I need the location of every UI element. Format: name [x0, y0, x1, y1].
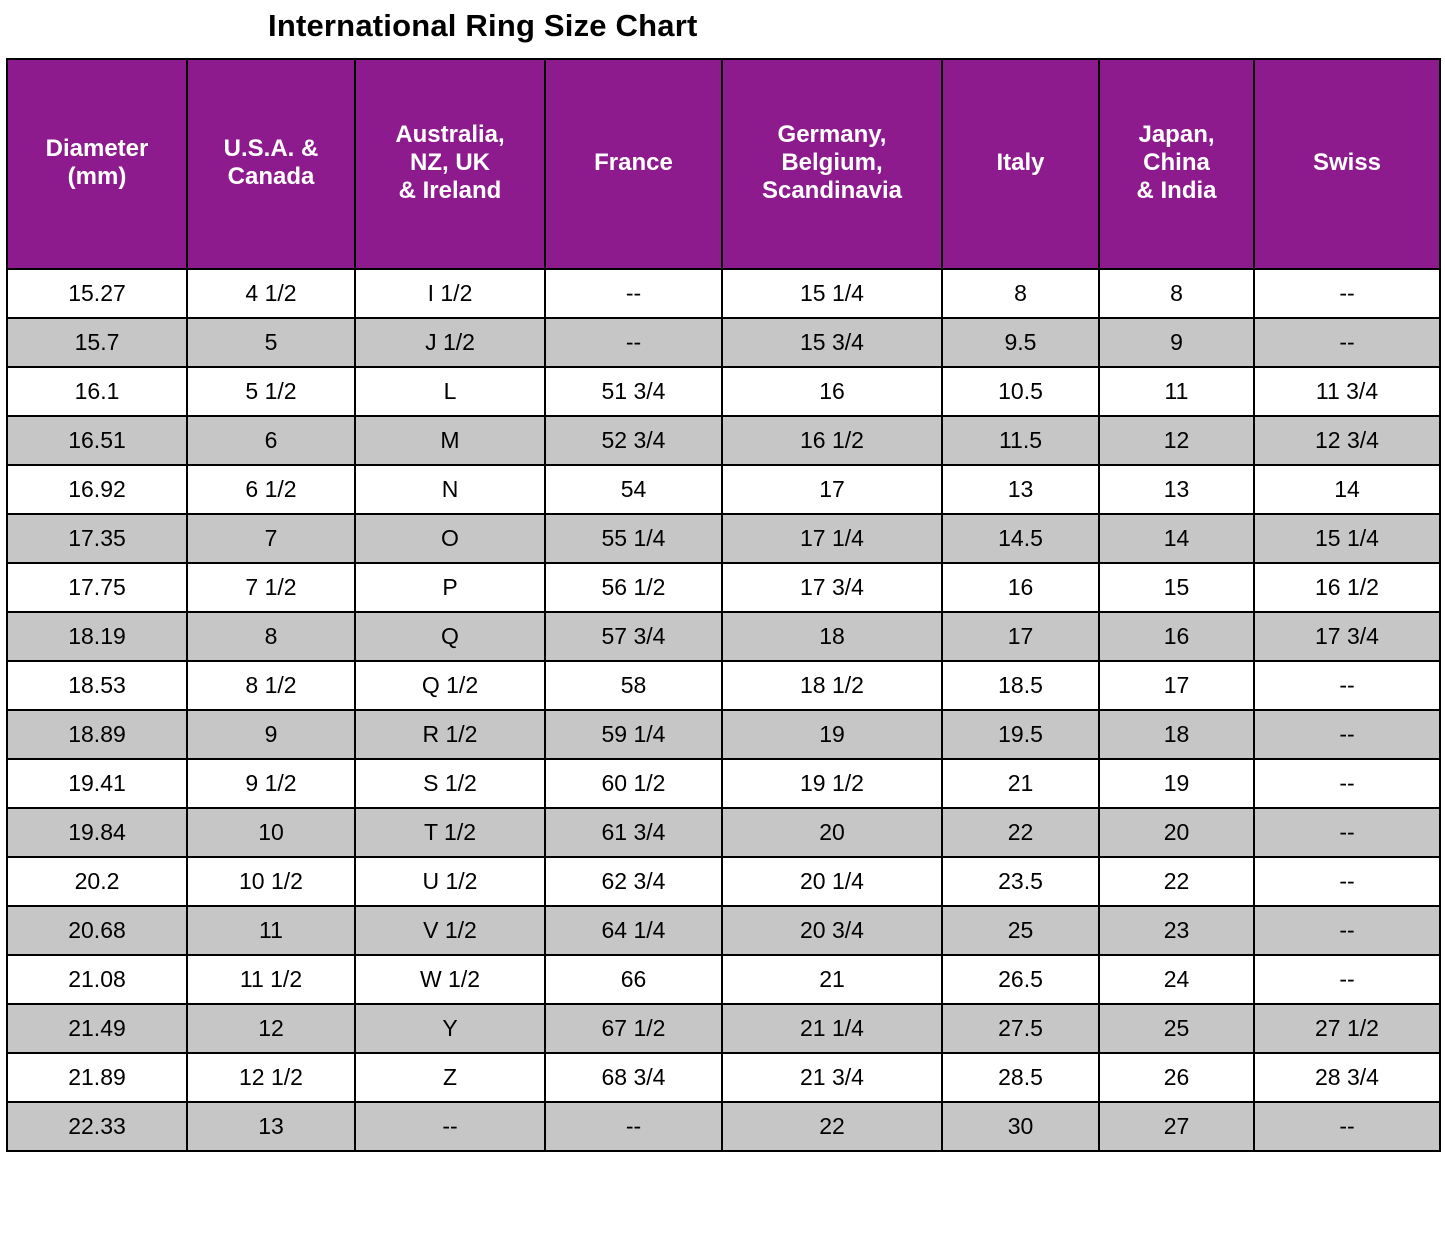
table-cell: 22 — [722, 1102, 942, 1151]
table-cell: 20 — [1099, 808, 1254, 857]
table-cell: 18.89 — [7, 710, 187, 759]
table-cell: -- — [1254, 808, 1440, 857]
table-cell: 20 — [722, 808, 942, 857]
table-cell: 28.5 — [942, 1053, 1099, 1102]
table-cell: 17 3/4 — [722, 563, 942, 612]
table-cell: -- — [1254, 906, 1440, 955]
column-header-7: Swiss — [1254, 59, 1440, 269]
table-cell: L — [355, 367, 545, 416]
table-cell: 68 3/4 — [545, 1053, 722, 1102]
table-cell: -- — [545, 269, 722, 318]
table-cell: J 1/2 — [355, 318, 545, 367]
table-cell: -- — [1254, 759, 1440, 808]
table-cell: 20 3/4 — [722, 906, 942, 955]
table-cell: 66 — [545, 955, 722, 1004]
table-cell: 22.33 — [7, 1102, 187, 1151]
table-cell: 19 1/2 — [722, 759, 942, 808]
table-cell: 15 1/4 — [1254, 514, 1440, 563]
table-cell: 17 — [722, 465, 942, 514]
column-header-4: Germany, Belgium, Scandinavia — [722, 59, 942, 269]
table-cell: 30 — [942, 1102, 1099, 1151]
table-row — [7, 1102, 1440, 1151]
table-cell: 11 — [187, 906, 355, 955]
table-cell: 12 3/4 — [1254, 416, 1440, 465]
table-cell: 24 — [1099, 955, 1254, 1004]
table-row — [7, 563, 1440, 612]
table-cell: 10.5 — [942, 367, 1099, 416]
table-cell: 58 — [545, 661, 722, 710]
table-cell: Q 1/2 — [355, 661, 545, 710]
table-cell: 13 — [187, 1102, 355, 1151]
table-cell: 19 — [722, 710, 942, 759]
ring-size-table — [6, 58, 1441, 1152]
table-cell: 18 — [722, 612, 942, 661]
table-cell: 15 3/4 — [722, 318, 942, 367]
table-cell: 12 1/2 — [187, 1053, 355, 1102]
table-cell: -- — [1254, 857, 1440, 906]
table-cell: 13 — [1099, 465, 1254, 514]
table-cell: 59 1/4 — [545, 710, 722, 759]
table-row — [7, 318, 1440, 367]
table-cell: 16 — [722, 367, 942, 416]
table-cell: 8 — [187, 612, 355, 661]
table-cell: -- — [1254, 318, 1440, 367]
table-cell: 15 1/4 — [722, 269, 942, 318]
table-cell: 18 — [1099, 710, 1254, 759]
table-cell: 20 1/4 — [722, 857, 942, 906]
table-cell: -- — [1254, 661, 1440, 710]
table-cell: 17 — [1099, 661, 1254, 710]
table-cell: 9 — [1099, 318, 1254, 367]
table-cell: 4 1/2 — [187, 269, 355, 318]
table-cell: 67 1/2 — [545, 1004, 722, 1053]
table-cell: 13 — [942, 465, 1099, 514]
table-cell: 16 1/2 — [1254, 563, 1440, 612]
table-cell: 22 — [942, 808, 1099, 857]
table-cell: 17 3/4 — [1254, 612, 1440, 661]
table-cell: S 1/2 — [355, 759, 545, 808]
table-row — [7, 759, 1440, 808]
column-header-5: Italy — [942, 59, 1099, 269]
table-cell: 12 — [1099, 416, 1254, 465]
table-row — [7, 955, 1440, 1004]
table-row — [7, 612, 1440, 661]
table-cell: 23.5 — [942, 857, 1099, 906]
page-title: International Ring Size Chart — [268, 8, 698, 43]
table-cell: 11.5 — [942, 416, 1099, 465]
column-header-1: U.S.A. & Canada — [187, 59, 355, 269]
table-cell: 5 1/2 — [187, 367, 355, 416]
table-row — [7, 269, 1440, 318]
table-cell: 16.51 — [7, 416, 187, 465]
table-cell: 10 1/2 — [187, 857, 355, 906]
table-cell: -- — [1254, 1102, 1440, 1151]
table-cell: 19 — [1099, 759, 1254, 808]
table-cell: 18.19 — [7, 612, 187, 661]
table-cell: 9.5 — [942, 318, 1099, 367]
table-cell: M — [355, 416, 545, 465]
table-cell: 11 1/2 — [187, 955, 355, 1004]
table-cell: I 1/2 — [355, 269, 545, 318]
table-cell: 9 — [187, 710, 355, 759]
table-row — [7, 1004, 1440, 1053]
table-body — [7, 269, 1440, 1151]
table-cell: 21.08 — [7, 955, 187, 1004]
table-cell: 17.35 — [7, 514, 187, 563]
table-cell: 28 3/4 — [1254, 1053, 1440, 1102]
table-cell: 7 — [187, 514, 355, 563]
table-cell: -- — [545, 318, 722, 367]
table-cell: 19.84 — [7, 808, 187, 857]
table-cell: 12 — [187, 1004, 355, 1053]
table-cell: 18 1/2 — [722, 661, 942, 710]
table-row — [7, 906, 1440, 955]
table-cell: 26 — [1099, 1053, 1254, 1102]
table-header — [7, 59, 1440, 269]
table-cell: 21 1/4 — [722, 1004, 942, 1053]
table-row — [7, 465, 1440, 514]
table-cell: 21.49 — [7, 1004, 187, 1053]
table-cell: 11 3/4 — [1254, 367, 1440, 416]
table-cell: -- — [1254, 710, 1440, 759]
table-row — [7, 661, 1440, 710]
table-cell: 5 — [187, 318, 355, 367]
table-cell: 16.1 — [7, 367, 187, 416]
table-cell: N — [355, 465, 545, 514]
table-cell: 19.41 — [7, 759, 187, 808]
table-cell: 8 — [1099, 269, 1254, 318]
table-cell: P — [355, 563, 545, 612]
table-cell: 57 3/4 — [545, 612, 722, 661]
column-header-6: Japan, China & India — [1099, 59, 1254, 269]
table-cell: O — [355, 514, 545, 563]
table-cell: 23 — [1099, 906, 1254, 955]
table-cell: 9 1/2 — [187, 759, 355, 808]
table-cell: U 1/2 — [355, 857, 545, 906]
table-cell: 64 1/4 — [545, 906, 722, 955]
table-cell: Z — [355, 1053, 545, 1102]
table-cell: 55 1/4 — [545, 514, 722, 563]
table-cell: 10 — [187, 808, 355, 857]
table-cell: Q — [355, 612, 545, 661]
table-cell: R 1/2 — [355, 710, 545, 759]
table-cell: 62 3/4 — [545, 857, 722, 906]
table-cell: 26.5 — [942, 955, 1099, 1004]
table-header-row — [7, 59, 1440, 269]
table-cell: 17.75 — [7, 563, 187, 612]
table-cell: 16 — [942, 563, 1099, 612]
table-cell: 25 — [1099, 1004, 1254, 1053]
table-cell: 52 3/4 — [545, 416, 722, 465]
table-cell: Y — [355, 1004, 545, 1053]
table-row — [7, 1053, 1440, 1102]
table-row — [7, 857, 1440, 906]
table-cell: 16 1/2 — [722, 416, 942, 465]
table-cell: 16 — [1099, 612, 1254, 661]
table-row — [7, 710, 1440, 759]
table-cell: 21 3/4 — [722, 1053, 942, 1102]
table-cell: W 1/2 — [355, 955, 545, 1004]
column-header-3: France — [545, 59, 722, 269]
table-cell: 25 — [942, 906, 1099, 955]
table-cell: 27 1/2 — [1254, 1004, 1440, 1053]
table-cell: 18.5 — [942, 661, 1099, 710]
table-cell: T 1/2 — [355, 808, 545, 857]
table-row — [7, 514, 1440, 563]
table-cell: 27 — [1099, 1102, 1254, 1151]
table-row — [7, 367, 1440, 416]
table-cell: 54 — [545, 465, 722, 514]
table-cell: -- — [355, 1102, 545, 1151]
table-cell: 19.5 — [942, 710, 1099, 759]
table-cell: 17 — [942, 612, 1099, 661]
table-cell: 15 — [1099, 563, 1254, 612]
table-cell: 51 3/4 — [545, 367, 722, 416]
table-cell: 17 1/4 — [722, 514, 942, 563]
table-cell: 8 1/2 — [187, 661, 355, 710]
table-cell: 60 1/2 — [545, 759, 722, 808]
table-cell: 14 — [1254, 465, 1440, 514]
table-cell: 7 1/2 — [187, 563, 355, 612]
table-cell: 6 1/2 — [187, 465, 355, 514]
table-cell: 8 — [942, 269, 1099, 318]
table-row — [7, 808, 1440, 857]
table-cell: 16.92 — [7, 465, 187, 514]
table-cell: 56 1/2 — [545, 563, 722, 612]
column-header-0: Diameter (mm) — [7, 59, 187, 269]
table-cell: 11 — [1099, 367, 1254, 416]
table-cell: 21.89 — [7, 1053, 187, 1102]
table-cell: 20.2 — [7, 857, 187, 906]
table-cell: 22 — [1099, 857, 1254, 906]
table-cell: -- — [545, 1102, 722, 1151]
table-cell: 15.27 — [7, 269, 187, 318]
table-cell: 6 — [187, 416, 355, 465]
table-cell: 27.5 — [942, 1004, 1099, 1053]
table-cell: 21 — [722, 955, 942, 1004]
table-cell: 14.5 — [942, 514, 1099, 563]
table-cell: 61 3/4 — [545, 808, 722, 857]
table-row — [7, 416, 1440, 465]
table-cell: 21 — [942, 759, 1099, 808]
table-cell: 14 — [1099, 514, 1254, 563]
column-header-2: Australia, NZ, UK & Ireland — [355, 59, 545, 269]
table-cell: 20.68 — [7, 906, 187, 955]
table-cell: V 1/2 — [355, 906, 545, 955]
table-cell: -- — [1254, 955, 1440, 1004]
table-cell: -- — [1254, 269, 1440, 318]
table-cell: 18.53 — [7, 661, 187, 710]
table-cell: 15.7 — [7, 318, 187, 367]
